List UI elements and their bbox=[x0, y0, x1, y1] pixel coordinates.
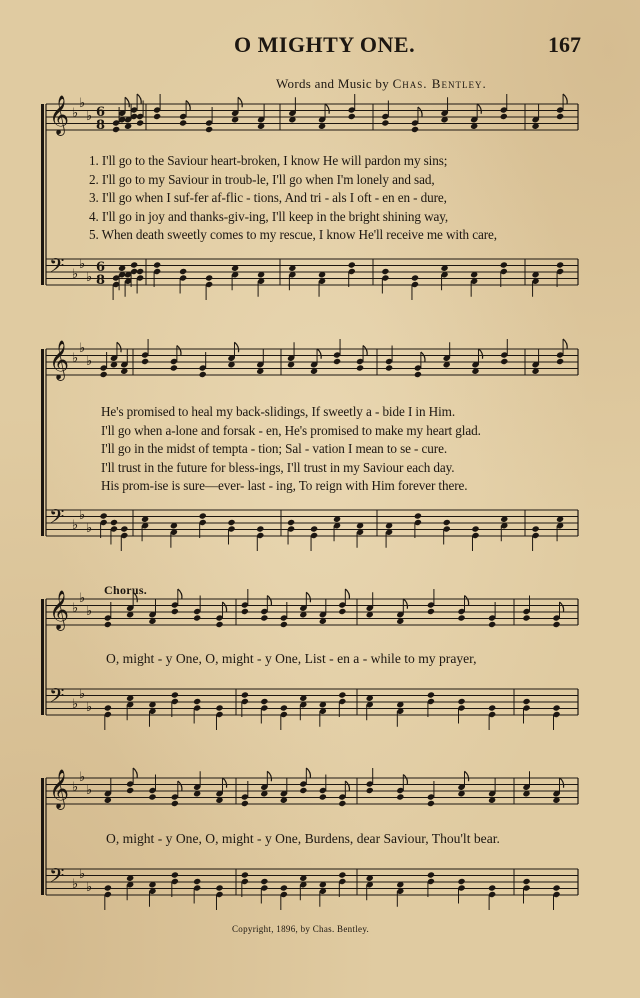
note-flag bbox=[478, 349, 482, 359]
note-head bbox=[193, 698, 201, 705]
flat-sign-icon: ♭ bbox=[86, 700, 93, 715]
note-head bbox=[153, 113, 161, 120]
note-head bbox=[443, 519, 451, 526]
verse-cont-line-5: His prom-ise is sure—ever- last - ing, To reign with Him forever there. bbox=[101, 478, 468, 494]
note-flag bbox=[465, 771, 469, 781]
note-flag bbox=[563, 94, 567, 104]
note-head bbox=[241, 608, 249, 615]
bass-clef-icon: 𝄢 bbox=[49, 684, 65, 712]
chorus-line-2: O, might - y One, O, might - y One, Burdens, dear Saviour, Thou'lt bear. bbox=[106, 831, 500, 846]
note-head bbox=[427, 691, 435, 698]
page-number: 167 bbox=[548, 32, 581, 57]
treble-staff bbox=[46, 95, 578, 136]
note-head bbox=[153, 261, 161, 268]
note-head bbox=[457, 878, 465, 885]
verse-cont-line-1: He's promised to heal my back-slidings, If sweetly a - bide I in Him. bbox=[101, 404, 456, 419]
note-head bbox=[205, 274, 213, 281]
flat-sign-icon: ♭ bbox=[72, 877, 79, 892]
note-flag bbox=[117, 342, 121, 352]
note-head bbox=[500, 113, 508, 120]
flat-sign-icon: ♭ bbox=[86, 109, 93, 124]
bass-staff bbox=[46, 684, 578, 715]
note-flag bbox=[178, 589, 182, 599]
note-head bbox=[338, 800, 346, 807]
note-head bbox=[241, 691, 249, 698]
note-head bbox=[241, 800, 249, 807]
note-head bbox=[333, 358, 341, 365]
note-head bbox=[411, 126, 419, 133]
note-head bbox=[471, 525, 479, 532]
credit-prefix: Words and Music by bbox=[276, 76, 390, 91]
note-flag bbox=[465, 596, 469, 606]
note-head bbox=[338, 608, 346, 615]
credit-author: Chas. Bentley. bbox=[392, 76, 487, 91]
verse-line-4: 4. I'll go in joy and thanks-giv-ing, I'll keep in the bright shining way, bbox=[89, 208, 449, 224]
note-head bbox=[552, 884, 560, 891]
note-head bbox=[427, 800, 435, 807]
system-brace bbox=[41, 778, 44, 895]
note-head bbox=[171, 871, 179, 878]
treble-staff bbox=[46, 340, 578, 381]
note-flag bbox=[421, 352, 425, 362]
treble-clef-icon: 𝄞 bbox=[49, 769, 70, 809]
flat-sign-icon: ♭ bbox=[86, 521, 93, 536]
note-head bbox=[136, 268, 144, 275]
verses-block-2 bbox=[101, 403, 481, 496]
note-flag bbox=[137, 94, 141, 104]
note-head bbox=[522, 878, 530, 885]
note-head bbox=[556, 358, 564, 365]
note-head bbox=[427, 608, 435, 615]
treble-clef-icon: 𝄞 bbox=[49, 95, 70, 135]
bass-clef-icon: 𝄢 bbox=[49, 864, 65, 892]
note-head bbox=[552, 704, 560, 711]
note-head bbox=[366, 787, 374, 794]
verse-line-3: 3. I'll go when I suf-fer af-flic - tions, And tri - als I oft - en en - dure, bbox=[89, 190, 447, 206]
verse-cont-line-4: I'll trust in the future for bless-ings, I'll trust in my Saviour each day. bbox=[101, 459, 455, 475]
note-head bbox=[319, 793, 327, 800]
flat-sign-icon: ♭ bbox=[79, 257, 86, 272]
note-head bbox=[414, 371, 422, 378]
note-head bbox=[427, 871, 435, 878]
note-head bbox=[500, 261, 508, 268]
note-head bbox=[260, 878, 268, 885]
verse-line-1: 1. I'll go to the Saviour heart-broken, I know He will pardon my sins; bbox=[89, 153, 448, 168]
flat-sign-icon: ♭ bbox=[79, 591, 86, 606]
system-brace bbox=[41, 599, 44, 715]
note-head bbox=[348, 261, 356, 268]
note-flag bbox=[345, 589, 349, 599]
verses-block-1 bbox=[89, 152, 497, 245]
treble-clef-icon: 𝄞 bbox=[49, 590, 70, 630]
copyright-notice: Copyright, 1896, by Chas. Bentley. bbox=[232, 924, 370, 934]
note-head bbox=[522, 614, 530, 621]
note-flag bbox=[563, 339, 567, 349]
note-head bbox=[170, 364, 178, 371]
treble-clef-icon: 𝄞 bbox=[49, 340, 70, 380]
verse-cont-line-3: I'll go in the midst of tempta - tion; Sal - vation I mean to se - cure. bbox=[101, 441, 448, 457]
note-head bbox=[385, 364, 393, 371]
flat-sign-icon: ♭ bbox=[86, 880, 93, 895]
note-head bbox=[381, 119, 389, 126]
note-head bbox=[488, 621, 496, 628]
note-head bbox=[100, 371, 108, 378]
note-flag bbox=[267, 596, 271, 606]
flat-sign-icon: ♭ bbox=[72, 697, 79, 712]
note-head bbox=[488, 704, 496, 711]
note-flag bbox=[178, 781, 182, 791]
note-flag bbox=[306, 592, 310, 602]
note-head bbox=[556, 261, 564, 268]
note-head bbox=[531, 525, 539, 532]
note-head bbox=[215, 884, 223, 891]
note-flag bbox=[238, 97, 242, 107]
note-flag bbox=[418, 107, 422, 117]
note-head bbox=[227, 519, 235, 526]
note-head bbox=[280, 704, 288, 711]
note-head bbox=[338, 871, 346, 878]
chorus-line-1: O, might - y One, O, might - y One, List - en a - while to my prayer, bbox=[106, 651, 477, 666]
flat-sign-icon: ♭ bbox=[79, 341, 86, 356]
note-head bbox=[112, 126, 120, 133]
time-signature-top: 6 bbox=[96, 260, 106, 275]
note-head bbox=[348, 113, 356, 120]
note-flag bbox=[403, 599, 407, 609]
note-head bbox=[381, 268, 389, 275]
note-head bbox=[148, 793, 156, 800]
note-flag bbox=[477, 104, 481, 114]
note-head bbox=[310, 525, 318, 532]
hymn-title: O MIGHTY ONE. bbox=[234, 32, 416, 57]
flat-sign-icon: ♭ bbox=[72, 351, 79, 366]
note-head bbox=[199, 512, 207, 519]
note-head bbox=[280, 884, 288, 891]
note-flag bbox=[345, 781, 349, 791]
note-head bbox=[110, 519, 118, 526]
verse-line-2: 2. I'll go to my Saviour in troub-le, I'll go when I'm lonely and sad, bbox=[89, 171, 435, 187]
note-head bbox=[171, 800, 179, 807]
note-head bbox=[522, 698, 530, 705]
flat-sign-icon: ♭ bbox=[72, 518, 79, 533]
note-head bbox=[241, 871, 249, 878]
note-head bbox=[414, 512, 422, 519]
note-head bbox=[171, 691, 179, 698]
note-head bbox=[396, 793, 404, 800]
time-signature-top: 6 bbox=[96, 105, 106, 120]
note-head bbox=[171, 608, 179, 615]
note-head bbox=[215, 704, 223, 711]
note-head bbox=[136, 119, 144, 126]
note-head bbox=[104, 621, 112, 628]
note-head bbox=[500, 358, 508, 365]
note-head bbox=[457, 614, 465, 621]
flat-sign-icon: ♭ bbox=[79, 508, 86, 523]
flat-sign-icon: ♭ bbox=[72, 780, 79, 795]
note-flag bbox=[234, 342, 238, 352]
note-head bbox=[260, 698, 268, 705]
note-head bbox=[256, 525, 264, 532]
flat-sign-icon: ♭ bbox=[79, 687, 86, 702]
note-flag bbox=[222, 602, 226, 612]
system-brace bbox=[41, 349, 44, 536]
note-head bbox=[338, 691, 346, 698]
time-signature-bottom: 8 bbox=[96, 273, 106, 288]
note-head bbox=[457, 698, 465, 705]
time-signature-bottom: 8 bbox=[96, 118, 106, 133]
note-flag bbox=[267, 771, 271, 781]
note-head bbox=[141, 358, 149, 365]
flat-sign-icon: ♭ bbox=[72, 267, 79, 282]
note-flag bbox=[306, 768, 310, 778]
note-head bbox=[299, 787, 307, 794]
note-head bbox=[126, 787, 134, 794]
note-head bbox=[552, 621, 560, 628]
flat-sign-icon: ♭ bbox=[86, 604, 93, 619]
bass-clef-icon: 𝄢 bbox=[49, 505, 65, 533]
chorus-label: Chorus. bbox=[104, 583, 148, 597]
note-head bbox=[179, 268, 187, 275]
note-head bbox=[120, 525, 128, 532]
bass-clef-icon: 𝄢 bbox=[49, 254, 65, 282]
note-flag bbox=[177, 346, 181, 356]
note-head bbox=[179, 119, 187, 126]
note-head bbox=[356, 364, 364, 371]
flat-sign-icon: ♭ bbox=[86, 783, 93, 798]
note-flag bbox=[125, 97, 129, 107]
note-head bbox=[205, 126, 213, 133]
flat-sign-icon: ♭ bbox=[79, 867, 86, 882]
system-brace bbox=[41, 104, 44, 285]
note-flag bbox=[560, 602, 564, 612]
note-flag bbox=[133, 768, 137, 778]
note-flag bbox=[186, 101, 190, 111]
note-flag bbox=[325, 104, 329, 114]
note-head bbox=[556, 113, 564, 120]
flat-sign-icon: ♭ bbox=[79, 96, 86, 111]
note-flag bbox=[363, 346, 367, 356]
note-head bbox=[287, 519, 295, 526]
verse-line-5: 5. When death sweetly comes to my rescue, I know He'll receive me with care, bbox=[89, 227, 497, 243]
flat-sign-icon: ♭ bbox=[86, 270, 93, 285]
flat-sign-icon: ♭ bbox=[86, 354, 93, 369]
flat-sign-icon: ♭ bbox=[79, 770, 86, 785]
note-head bbox=[130, 261, 138, 268]
note-head bbox=[104, 884, 112, 891]
note-flag bbox=[560, 778, 564, 788]
note-head bbox=[199, 371, 207, 378]
note-head bbox=[260, 614, 268, 621]
bass-staff bbox=[46, 864, 578, 895]
note-head bbox=[280, 621, 288, 628]
treble-staff bbox=[46, 769, 578, 810]
verse-cont-line-2: I'll go when a-lone and forsak - en, He's promised to make my heart glad. bbox=[101, 422, 481, 438]
note-head bbox=[488, 884, 496, 891]
note-head bbox=[215, 621, 223, 628]
note-flag bbox=[222, 778, 226, 788]
note-head bbox=[193, 614, 201, 621]
note-head bbox=[193, 878, 201, 885]
note-flag bbox=[317, 349, 321, 359]
note-head bbox=[104, 704, 112, 711]
note-head bbox=[411, 274, 419, 281]
note-flag bbox=[403, 775, 407, 785]
flat-sign-icon: ♭ bbox=[72, 106, 79, 121]
flat-sign-icon: ♭ bbox=[72, 601, 79, 616]
note-head bbox=[100, 512, 108, 519]
